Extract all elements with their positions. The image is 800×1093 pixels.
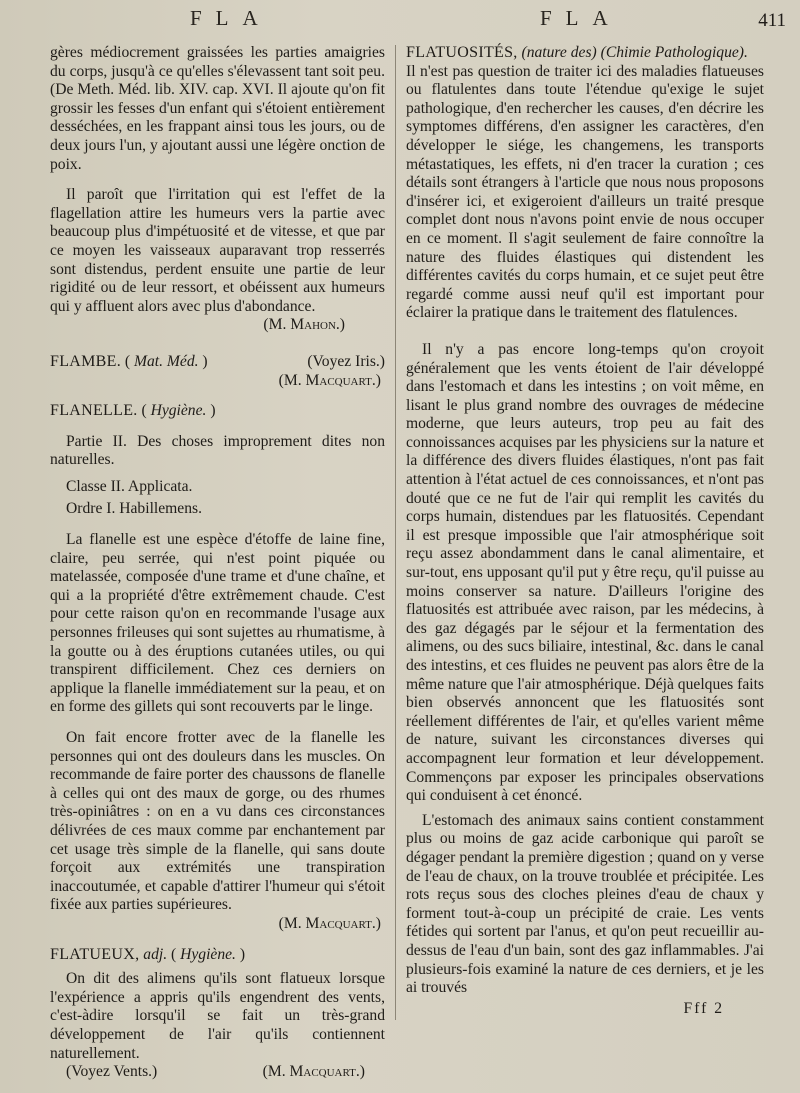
entry-flatuosites <box>406 44 764 63</box>
domain: (Chimie Pathologique). <box>600 44 748 61</box>
reference-line <box>50 1063 385 1082</box>
entry-flanelle: FLANELLE. ( Hygiène. ) <box>50 402 216 420</box>
paragraph: On fait encore frotter avec de la flanelle les personnes qui ont des douleurs dans les muscles. On recommande de faire porter des chaussons de flanelle à celles qui ont des maux de gorge, ou des rhumes très-opiniâtres : on en a vu dans ces circonstances délivrées de ces maux comme par enchantement par cet usage très simple de la flanelle, qui sans doute forçoit aux extrémités une transpiration inaccoutumée, et capable d'attirer l'humeur qui s'étoit fixée aux parties supérieures. <box>50 729 385 914</box>
paragraph: Il paroît que l'irritation qui est l'effet de la flagellation attire les humeurs vers la partie avec beaucoup plus d'impétuosité et de vitesse, et que par ce moyen les vaisseaux auparavant trop resserrés sont distendus, perdent ensuite une partie de leur rigidité ou de leur ressort, et obéissent aux humeurs qui y affluent alors avec plus d'abondance. <box>50 186 385 315</box>
signature-mark: Fff 2 <box>683 999 724 1017</box>
signature: (M. Mahon.) <box>263 316 345 334</box>
subheading: (nature des) <box>521 44 597 61</box>
left-column <box>50 44 385 1082</box>
column-rule <box>395 45 396 1020</box>
entry-flatueux: FLATUEUX, adj. ( Hygiène. ) <box>50 945 246 963</box>
cross-reference: (Voyez Vents.) <box>66 1063 158 1081</box>
signature: (M. Macquart.) <box>278 914 381 932</box>
classification-classe: Classe II. Applicata. <box>66 477 193 495</box>
classification-partie: Partie II. Des choses improprement dites non naturelles. <box>50 432 385 469</box>
running-head-left: FLA <box>190 6 272 30</box>
part-of-speech: adj. <box>143 945 168 963</box>
paragraph: gères médiocrement graissées les parties amaigries du corps, jusqu'à ce qu'elles s'élevassent tant soit peu. (De Meth. Méd. lib. XIV. cap. XVI. Il ajoute qu'on fit grossir les fesses d'un enfant qui s'étoient entièrement desséchées, en les frappant ainsi tous les jours, ou de deux jours l'un, y ajoutant aussi une légère onction de poix. <box>50 44 385 173</box>
domain: Hygiène. <box>180 945 236 963</box>
entry-flambe: FLAMBE. ( Mat. Méd. ) (Voyez Iris.) <box>50 352 385 370</box>
paragraph: Il n'est pas question de traiter ici des maladies flatueuses ou flatulentes dans toute l'étendue qu'exige le sujet pathologique, d'en rechercher les causes, d'en décrire les symptomes différens, d'en assigner les caractères, d'en développer le siége, les changemens, les transports métastatiques, les effets, ni d'en tracer la curation ; ces détails sont étrangers à l'article que nous nous proposons d'insérer ici, et exigeroient d'ailleurs un traité presque complet dont nous n'avons point envie de nous occuper en ce moment. Il s'agit seulement de faire connoître la nature des fluides élastiques qui distendent les différentes cavités du corps humain, et ce sujet peut être regardé comme aussi neuf qu'il est important pour éclairer la pratique dans le traitement des flatulences. <box>406 62 764 322</box>
domain: Hygiène. <box>150 402 207 420</box>
running-head-right: FLA <box>540 6 622 30</box>
cross-reference: (Voyez Iris.) <box>307 352 385 370</box>
classification-ordre: Ordre I. Habillemens. <box>66 500 202 518</box>
paragraph: L'estomach des animaux sains contient constamment plus ou moins de gaz acide carbonique qui paroît se dégager pendant la première digestion ; quand on y verse de l'eau de chaux, on la trouve troublée et précipitée. Les rots reçus sous des cloches pleines d'eau de chaux y forment tout-à-coup un précipité de craie. Les vents fétides qui sortent par l'anus, et qu'on peut recueillir au-dessus de l'eau d'un bain, sont des gaz inflammables. J'ai plusieurs-fois examiné la nature de ces derniers, et je les ai trouvés <box>406 811 764 997</box>
paragraph: On dit des alimens qu'ils sont flatueux lorsque l'expérience a appris qu'ils engendrent des vents, c'est-àdire lorsqu'il se fait un très-grand développement de l'air qu'ils contiennent naturellement. <box>50 970 385 1062</box>
headword: FLATUOSITÉS, <box>406 44 518 61</box>
paragraph: Il n'y a pas encore long-temps qu'on croyoit généralement que les vents étoient de l'air développé dans l'estomach et dans les intestins ; on voit même, en lisant le plus grand nombre des ouvrages de médecine moderne, que leurs auteurs, trop peu au fait des connoissances acquises par les physiciens sur la nature et la différence des divers fluides élastiques, n'ont pas fait attention à l'état actuel de ces connoissances, et n'ont pas douté que ce ne fut de l'air qui remplit les cavités du corps humain, distendues par les flatuosités. Cependant il est presque impossible que l'air atmosphérique soit reçu assez abondamment dans le canal alimentaire, et sur-tout, ens upposant qu'il put y être reçu, qu'il puisse au moins conserver sa nature. D'ailleurs l'origine des flatuosités est attribuée avec raison, par les médecins, à des gaz dégagés par le séjour et la fermentation des alimens, ou des sucs biliaire, intestinal, &c. dans le canal des intestins, et ces fluides ne peuvent pas alors être de la même nature que l'air atmosphérique. Déjà quelques faits bien observés annoncent que les flatuosités sont réellement différentes de l'air, et qu'elles varient même de nature, suivant les circonstances diverses qui accompagnent leur formation et leur développement. Commençons par exposer les principales observations qui conduisent à cet énoncé. <box>406 340 764 805</box>
page-number: 411 <box>758 10 786 31</box>
signature: (M. Macquart.) <box>262 1063 365 1081</box>
headword: FLANELLE. <box>50 402 138 420</box>
domain: Mat. Méd. <box>134 352 199 370</box>
paragraph: La flanelle est une espèce d'étoffe de laine fine, claire, peu serrée, qui n'est point piquée ou matelassée, composée d'une trame et d'une chaîne, et qui a la propriété d'être extrêmement chaude. C'est pour cette raison qu'on en recommande l'usage aux personnes frileuses qui sont sujettes au rhumatisme, à la goutte ou à des éruptions cutanées utiles, ou qui transpirent difficilement. Chez ces derniers on applique la flanelle immédiatement sur la peau, et on en forme des gillets qui sont recouverts par le linge. <box>50 531 385 716</box>
headword: FLAMBE. <box>50 352 121 370</box>
signature: (M. Macquart.) <box>278 371 381 389</box>
headword: FLATUEUX, <box>50 945 140 963</box>
right-column <box>406 44 764 1018</box>
